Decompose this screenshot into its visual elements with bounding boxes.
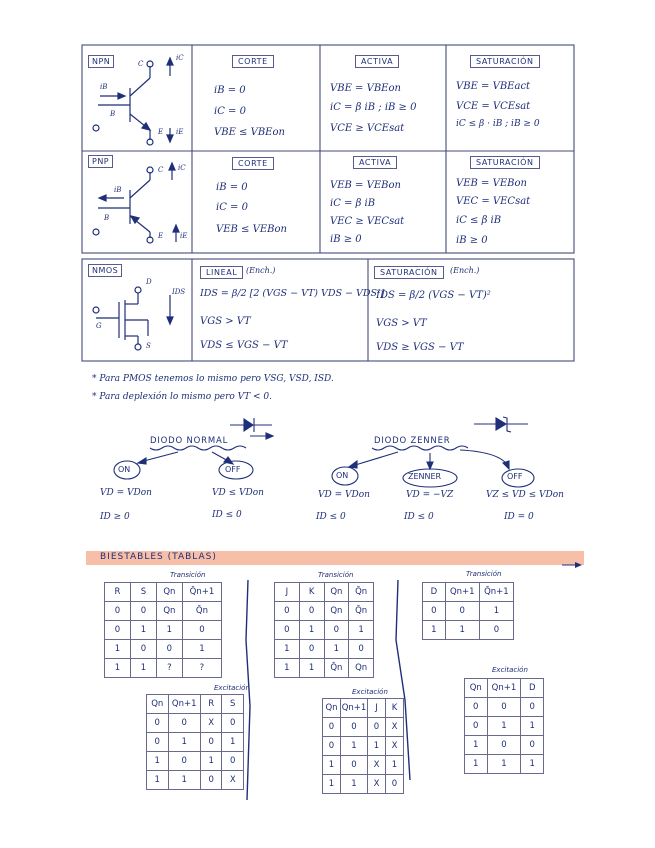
table-cell: 0 (386, 775, 404, 794)
table-row (465, 736, 544, 755)
npn-corte-line: iC = 0 (214, 106, 246, 117)
table-cell: 1 (368, 737, 386, 756)
d-excitacion-table (464, 678, 544, 774)
note-pmos: * Para PMOS tenemos lo mismo pero VSG, VSD, ISD. (92, 374, 334, 384)
nmos-pin-g: G (96, 322, 102, 330)
table-row (147, 733, 244, 752)
table-cell: 0 (147, 714, 169, 733)
diode-on-v: VD = VDon (100, 488, 152, 498)
table-header-cell: Q̄n+1 (479, 583, 513, 602)
table-cell: 0 (105, 602, 131, 621)
table-row (423, 621, 514, 640)
d-transicion-table (422, 582, 514, 640)
pnp-pin-ie: iE (180, 232, 188, 240)
rs-transicion-table (104, 582, 222, 678)
diode-off-i: ID ≤ 0 (212, 510, 242, 520)
table-row (275, 659, 374, 678)
npn-pin-ie: iE (176, 128, 184, 136)
table-cell: 1 (340, 775, 367, 794)
rs-transicion-caption: Transición (170, 571, 206, 579)
jk-excitacion-caption: Excitación (352, 688, 388, 696)
d-transicion-caption: Transición (466, 570, 502, 578)
npn-activa-line: iC = β iB ; iB ≥ 0 (330, 102, 417, 113)
table-cell: 1 (200, 752, 222, 771)
table-cell: Qn (324, 602, 349, 621)
diode-normal-title: DIODO NORMAL (150, 436, 229, 446)
nmos-pin-s: S (146, 342, 151, 350)
diode-state-on: ON (118, 465, 131, 474)
table-header-cell: J (275, 583, 300, 602)
diode-on-i: ID ≥ 0 (100, 512, 130, 522)
table-header-cell: J (368, 699, 386, 718)
rs-excitacion-caption: Excitación (214, 684, 250, 692)
table-header-row (323, 699, 404, 718)
table-cell: ? (156, 659, 182, 678)
npn-activa-header: ACTIVA (355, 55, 399, 68)
table-cell: ? (182, 659, 221, 678)
diode-zener-title: DIODO ZENNER (374, 436, 451, 446)
table-row (323, 737, 404, 756)
note-deplexion: * Para deplexión lo mismo pero VT < 0. (92, 392, 273, 402)
table-cell: 1 (275, 659, 300, 678)
table-cell: 1 (386, 756, 404, 775)
nmos-lineal-line: IDS = β/2 [2 (VGS − VT) VDS − VDS²] (200, 288, 385, 299)
pnp-pin-ic: iC (178, 164, 186, 172)
table-cell: X (222, 771, 244, 790)
table-cell: Q̄n (182, 602, 221, 621)
diode-normal-symbol (230, 418, 273, 439)
table-header-cell: K (386, 699, 404, 718)
table-header-cell: Qn (156, 583, 182, 602)
table-cell: 0 (324, 621, 349, 640)
table-row (275, 621, 374, 640)
biestables-title: BIESTABLES (TABLAS) (100, 552, 217, 562)
table-header-cell: S (222, 695, 244, 714)
nmos-symbol (93, 287, 173, 350)
pnp-sat-line: VEB = VEBon (456, 178, 527, 189)
pnp-activa-line: VEB = VEBon (330, 180, 401, 191)
table-cell: 0 (299, 640, 324, 659)
table-cell: 0 (368, 718, 386, 737)
table-header-cell: Qn (324, 583, 349, 602)
nmos-lineal-note: (Ench.) (246, 266, 276, 275)
table-cell: 0 (275, 602, 300, 621)
npn-sat-line: iC ≤ β · iB ; iB ≥ 0 (456, 119, 540, 129)
npn-pin-ic: iC (176, 54, 184, 62)
table-cell: 1 (324, 640, 349, 659)
table-row (423, 602, 514, 621)
nmos-sat-line: IDS = β/2 (VGS − VT)² (376, 290, 491, 301)
pnp-symbol (93, 163, 179, 243)
table-row (105, 602, 222, 621)
table-cell: 1 (445, 621, 479, 640)
pnp-corte-line: VEB ≤ VEBon (216, 224, 287, 235)
nmos-lineal-header: LINEAL (200, 266, 243, 279)
table-cell: 0 (156, 640, 182, 659)
npn-activa-line: VBE = VBEon (330, 83, 401, 94)
table-header-cell: R (105, 583, 131, 602)
pnp-activa-header: ACTIVA (353, 156, 397, 169)
table-header-cell: K (299, 583, 324, 602)
table-header-row (105, 583, 222, 602)
table-cell: 0 (465, 698, 488, 717)
table-cell: Qn (349, 659, 374, 678)
table-cell: 1 (465, 736, 488, 755)
table-row (105, 659, 222, 678)
pnp-activa-line: iC = β iB (330, 198, 376, 209)
table-cell: 1 (147, 771, 169, 790)
zener-state-off: OFF (507, 472, 523, 481)
nmos-label: NMOS (88, 264, 122, 277)
table-header-row (423, 583, 514, 602)
table-cell: Q̄n (324, 659, 349, 678)
pnp-pin-ib: iB (114, 186, 122, 194)
table-header-cell: Q̄n (349, 583, 374, 602)
table-cell: 0 (275, 621, 300, 640)
nmos-lineal-line: VGS > VT (200, 316, 251, 327)
table-row (105, 640, 222, 659)
table-cell: 1 (299, 659, 324, 678)
table-header-cell: D (521, 679, 544, 698)
jk-transicion-caption: Transición (318, 571, 354, 579)
npn-pin-b: B (110, 110, 116, 118)
table-cell: X (200, 714, 222, 733)
table-header-cell: Qn (323, 699, 341, 718)
npn-activa-line: VCE ≥ VCEsat (330, 123, 405, 134)
nmos-sat-note: (Ench.) (450, 266, 480, 275)
diode-state-off: OFF (225, 465, 241, 474)
zener-zenner-i: ID ≤ 0 (404, 512, 434, 522)
npn-sat-line: VBE = VBEact (456, 81, 531, 92)
pnp-activa-line: VEC ≥ VECsat (330, 216, 405, 227)
npn-corte-header: CORTE (232, 55, 274, 68)
table-cell: 0 (487, 698, 521, 717)
nmos-lineal-line: VDS ≤ VGS − VT (200, 340, 288, 351)
nmos-table-frame (82, 259, 574, 361)
table-cell: 0 (423, 602, 446, 621)
table-header-cell: Q̄n+1 (182, 583, 221, 602)
table-cell: 1 (521, 717, 544, 736)
pnp-pin-b: B (104, 214, 110, 222)
table-cell: 1 (323, 775, 341, 794)
table-header-cell: Qn (465, 679, 488, 698)
table-row (147, 771, 244, 790)
pnp-saturacion-header: SATURACIÓN (470, 156, 540, 169)
pnp-corte-line: iC = 0 (216, 202, 248, 213)
table-header-row (147, 695, 244, 714)
table-row (105, 621, 222, 640)
pnp-activa-line: iB ≥ 0 (330, 234, 362, 245)
table-cell: 0 (479, 621, 513, 640)
zener-off-i: ID = 0 (504, 512, 534, 522)
pnp-corte-line: iB = 0 (216, 182, 248, 193)
table-cell: 0 (222, 752, 244, 771)
table-cell: 1 (323, 756, 341, 775)
table-cell: 1 (105, 659, 131, 678)
table-cell: 0 (340, 756, 367, 775)
table-cell: 1 (299, 621, 324, 640)
table-row (275, 640, 374, 659)
zener-on-v: VD = VDon (318, 490, 370, 500)
nmos-sat-line: VGS > VT (376, 318, 427, 329)
table-cell: Qn (156, 602, 182, 621)
table-cell: 0 (340, 718, 367, 737)
table-header-row (275, 583, 374, 602)
d-excitacion-caption: Excitación (492, 666, 528, 674)
table-header-cell: Qn+1 (445, 583, 479, 602)
zener-zenner-v: VD = −VZ (406, 490, 454, 500)
zener-state-zenner: ZENNER (408, 472, 442, 481)
table-cell: Q̄n (349, 602, 374, 621)
table-cell: 0 (105, 621, 131, 640)
table-header-cell: Qn+1 (487, 679, 521, 698)
table-header-row (465, 679, 544, 698)
diode-zener-symbol (474, 417, 528, 432)
table-cell: 0 (323, 737, 341, 756)
table-row (323, 756, 404, 775)
table-cell: 0 (168, 752, 200, 771)
nmos-pin-d: D (146, 278, 152, 286)
npn-saturacion-header: SATURACIÓN (470, 55, 540, 68)
table-row (465, 755, 544, 774)
table-cell: 1 (105, 640, 131, 659)
table-row (275, 602, 374, 621)
npn-corte-line: VBE ≤ VBEon (214, 127, 285, 138)
table-header-cell: R (200, 695, 222, 714)
table-cell: 1 (275, 640, 300, 659)
table-cell: 0 (222, 714, 244, 733)
jk-transicion-table (274, 582, 374, 678)
table-cell: X (368, 756, 386, 775)
table-cell: 0 (487, 736, 521, 755)
table-cell: 0 (200, 733, 222, 752)
table-header-cell: Qn (147, 695, 169, 714)
table-cell: 1 (487, 717, 521, 736)
table-cell: X (386, 737, 404, 756)
pnp-label: PNP (88, 155, 113, 168)
diode-off-v: VD ≤ VDon (212, 488, 264, 498)
table-cell: 0 (521, 698, 544, 717)
table-cell: 0 (349, 640, 374, 659)
pnp-sat-line: VEC = VECsat (456, 196, 531, 207)
jk-excitacion-table (322, 698, 404, 794)
table-cell: 0 (445, 602, 479, 621)
table-cell: 1 (168, 733, 200, 752)
diode-normal-underline (150, 446, 246, 450)
zener-state-on: ON (336, 471, 349, 480)
table-cell: 1 (521, 755, 544, 774)
rs-excitacion-table (146, 694, 244, 790)
npn-corte-line: iB = 0 (214, 85, 246, 96)
table-cell: 1 (465, 755, 488, 774)
table-cell: 1 (340, 737, 367, 756)
table-header-cell: Qn+1 (168, 695, 200, 714)
table-cell: 0 (465, 717, 488, 736)
table-cell: 1 (147, 752, 169, 771)
zener-on-i: ID ≤ 0 (316, 512, 346, 522)
nmos-sat-line: VDS ≥ VGS − VT (376, 342, 464, 353)
table-cell: 1 (130, 621, 156, 640)
table-row (465, 717, 544, 736)
table-cell: 1 (349, 621, 374, 640)
pnp-corte-header: CORTE (232, 157, 274, 170)
table-row (323, 775, 404, 794)
table-cell: 1 (182, 640, 221, 659)
table-cell: 0 (130, 602, 156, 621)
table-cell: 0 (521, 736, 544, 755)
nmos-pin-ids: IDS (172, 288, 186, 296)
npn-pin-c: C (138, 60, 144, 68)
table-header-cell: D (423, 583, 446, 602)
table-cell: 1 (487, 755, 521, 774)
npn-pin-e: E (158, 128, 164, 136)
table-cell: 1 (423, 621, 446, 640)
table-row (465, 698, 544, 717)
pnp-pin-e: E (158, 232, 164, 240)
zener-off-v: VZ ≤ VD ≤ VDon (486, 490, 564, 500)
nmos-sat-header: SATURACIÓN (374, 266, 444, 279)
npn-label: NPN (88, 55, 114, 68)
table-cell: 0 (299, 602, 324, 621)
table-row (323, 718, 404, 737)
table-cell: 0 (130, 640, 156, 659)
npn-pin-ib: iB (100, 83, 108, 91)
npn-sat-line: VCE = VCEsat (456, 101, 531, 112)
pnp-sat-line: iC ≤ β iB (456, 215, 502, 226)
table-cell: 1 (130, 659, 156, 678)
table-cell: 0 (147, 733, 169, 752)
table-cell: 1 (156, 621, 182, 640)
table-row (147, 752, 244, 771)
table-cell: 1 (222, 733, 244, 752)
pnp-pin-c: C (158, 166, 164, 174)
table-header-cell: S (130, 583, 156, 602)
table-cell: X (386, 718, 404, 737)
diode-zener-underline (372, 446, 468, 450)
table-row (147, 714, 244, 733)
table-cell: 0 (182, 621, 221, 640)
table-header-cell: Qn+1 (340, 699, 367, 718)
table-cell: 0 (168, 714, 200, 733)
table-cell: 0 (200, 771, 222, 790)
table-cell: 1 (479, 602, 513, 621)
table-cell: 1 (168, 771, 200, 790)
table-cell: 0 (323, 718, 341, 737)
pnp-sat-line: iB ≥ 0 (456, 235, 488, 246)
table-cell: X (368, 775, 386, 794)
